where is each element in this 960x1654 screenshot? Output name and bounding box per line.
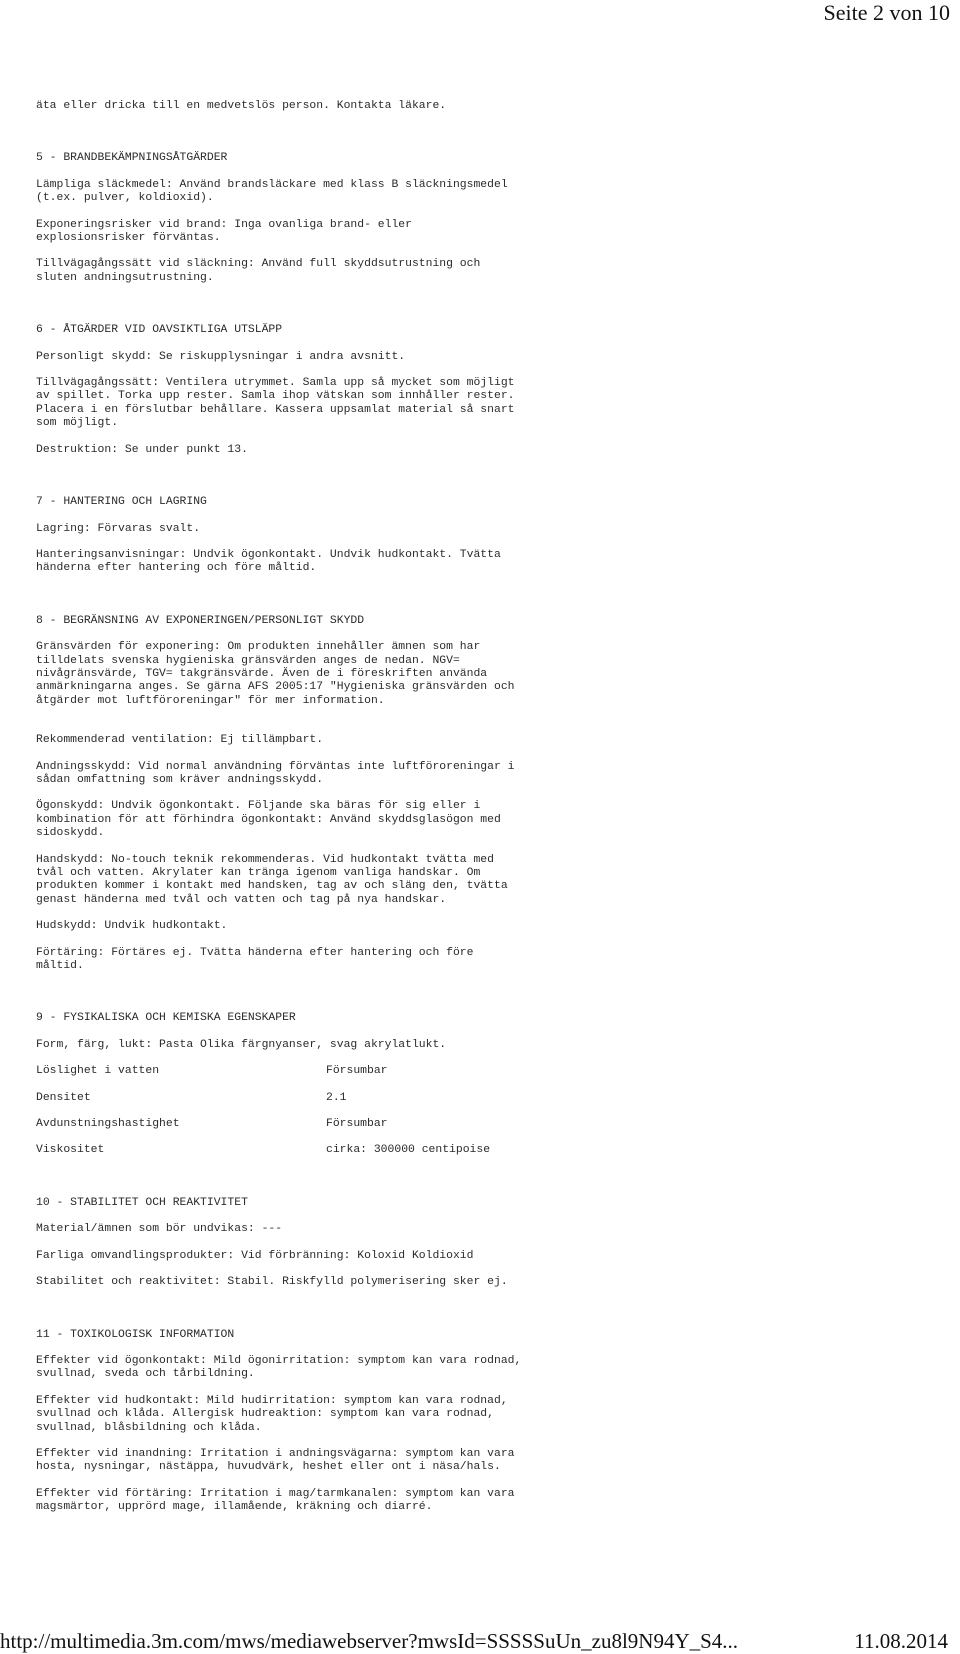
section-heading: 10 - STABILITET OCH REAKTIVITET [36,1196,248,1209]
paragraph: Form, färg, lukt: Pasta Olika färgnyanser, svag akrylatlukt. [36,1038,447,1051]
section-heading: 11 - TOXIKOLOGISK INFORMATION [36,1328,235,1341]
section-heading: 5 - BRANDBEKÄMPNINGSÅTGÄRDER [36,152,228,165]
property-value: cirka: 300000 centipoise [326,1144,491,1157]
section-11 [36,1329,556,1515]
section-heading: 8 - BEGRÄNSNING AV EXPONERINGEN/PERSONLIGT SKYDD [36,614,365,627]
paragraph: Effekter vid inandning: Irritation i andningsvägarna: symptom kan vara hosta, nysningar, nästäppa, huvudvärk, heshet eller ont i näsa/hals. [36,1447,515,1474]
page-footer [0,1628,960,1654]
page-number-label: Seite 2 von 10 [823,0,950,25]
property-name: Viskositet [36,1144,105,1157]
property-row [36,1118,556,1131]
section-5 [36,152,556,285]
section-7 [36,496,556,576]
section-9 [36,1012,556,1157]
paragraph: Handskydd: No-touch teknik rekommenderas. Vid hudkontakt tvätta med tvål och vatten. Akrylater kan tränga igenom vanliga handskar. Om produkten kommer i kontakt med handsken, tag av och släng den, tvätta genast händerna med tvål och vatten och tag på nya handskar. [36,853,508,906]
paragraph: Tillvägagångssätt vid släckning: Använd full skyddsutrustning och sluten andningsutrustning. [36,258,481,284]
paragraph: Hudskydd: Undvik hudkontakt. [36,920,228,933]
paragraph: Lämpliga släckmedel: Använd brandsläckare med klass B släckningsmedel (t.ex. pulver, koldioxid). [36,178,508,205]
paragraph: Stabilitet och reaktivitet: Stabil. Riskfylld polymerisering sker ej. [36,1276,508,1289]
paragraph: Tillvägagångssätt: Ventilera utrymmet. Samla upp så mycket som möjligt av spillet. Torka upp rester. Samla ihop vätskan som innhåller rester. Placera i en förslutbar behållare. Kassera uppsamlat material så snart som möjligt. [36,377,515,430]
paragraph: Ögonskydd: Undvik ögonkontakt. Följande ska bäras för sig eller i kombination för att förhindra ögonkontakt: Använd skyddsglasögon med sidoskydd. [36,800,501,840]
paragraph: Gränsvärden för exponering: Om produkten innehåller ämnen som har tilldelats svenska hygieniska gränsvärden anges de nedan. NGV= nivågränsvärde, TGV= takgränsvärde. Även de i föreskriften använda anmärkningarna anges. Se gärna AFS 2005:17 "Hygieniska gränsvärden och åtgärder mot luftföroreningar" för mer information. [36,641,515,707]
footer-date: 11.08.2014 [854,1629,948,1653]
property-value: 2.1 [326,1091,347,1104]
property-row [36,1092,556,1105]
section-10 [36,1197,556,1290]
property-name: Löslighet i vatten [36,1065,160,1078]
paragraph: Personligt skydd: Se riskupplysningar i andra avsnitt. [36,350,406,363]
section-heading: 7 - HANTERING OCH LAGRING [36,496,207,509]
paragraph: Destruktion: Se under punkt 13. [36,443,248,456]
paragraph: Farliga omvandlingsprodukter: Vid förbränning: Koloxid Koldioxid [36,1249,474,1262]
property-value: Försumbar [326,1118,388,1131]
paragraph: Effekter vid hudkontakt: Mild hudirritation: symptom kan vara rodnad, svullnad och klåda. Allergisk hudreaktion: symptom kan vara rodnad, svullnad, blåsbildning och klåda. [36,1394,508,1434]
footer-url: http://multimedia.3m.com/mws/mediawebserver?mwsId=SSSSSuUn_zu8l9N94Y_S4... [0,1629,739,1653]
paragraph: Andningsskydd: Vid normal användning förväntas inte luftföroreningar i sådan omfattning som kräver andningsskydd. [36,760,515,786]
paragraph: Exponeringsrisker vid brand: Inga ovanliga brand- eller explosionsrisker förväntas. [36,218,412,245]
property-row [36,1065,556,1078]
paragraph: Material/ämnen som bör undvikas: --- [36,1223,283,1236]
paragraph: Förtäring: Förtäres ej. Tvätta händerna efter hantering och före måltid. [36,946,474,973]
property-name: Densitet [36,1091,91,1104]
section-heading: 6 - ÅTGÄRDER VID OAVSIKTLIGA UTSLÄPP [36,324,283,337]
property-row [36,1144,556,1157]
paragraph: Lagring: Förvaras svalt. [36,522,201,535]
paragraph: Effekter vid förtäring: Irritation i mag/tarmkanalen: symptom kan vara magsmärtor, upprörd mage, illamående, kräkning och diarré. [36,1487,515,1514]
intro-text: äta eller dricka till en medvetslös person. Kontakta läkare. [36,100,447,112]
document-body [36,100,556,1515]
section-8 [36,615,556,974]
section-6 [36,324,556,457]
paragraph: Hanteringsanvisningar: Undvik ögonkontakt. Undvik hudkontakt. Tvätta händerna efter hantering och före måltid. [36,548,501,575]
property-value: Försumbar [326,1065,388,1078]
paragraph: Rekommenderad ventilation: Ej tillämpbart. [36,734,324,747]
section-heading: 9 - FYSIKALISKA OCH KEMISKA EGENSKAPER [36,1012,296,1025]
property-name: Avdunstningshastighet [36,1118,180,1131]
paragraph: Effekter vid ögonkontakt: Mild ögonirritation: symptom kan vara rodnad, svullnad, sveda och tårbildning. [36,1354,522,1381]
